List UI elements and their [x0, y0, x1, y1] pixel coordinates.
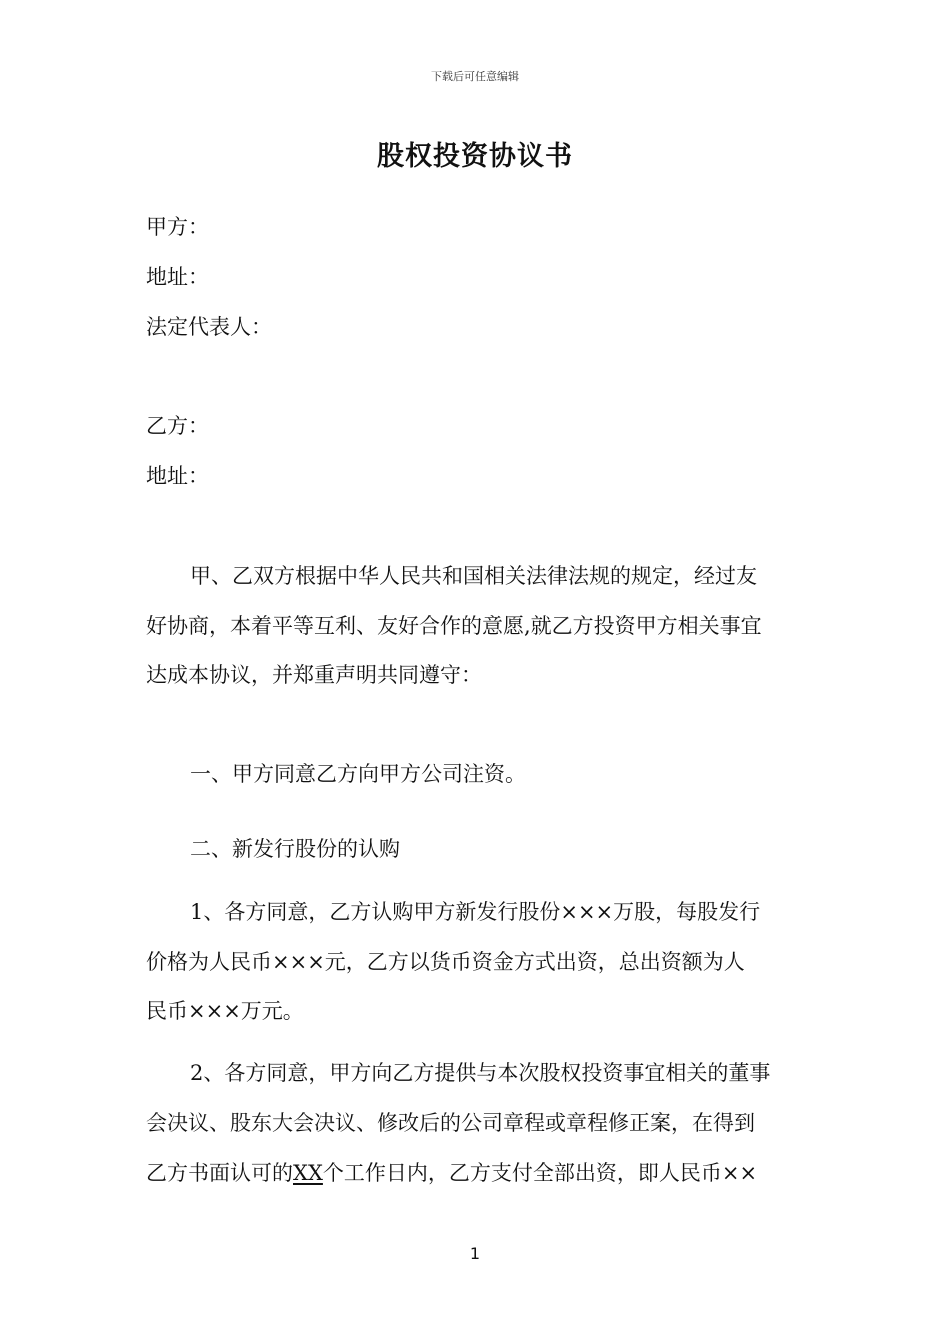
party-b-label: 乙方：: [146, 414, 209, 438]
party-a-address-label: 地址：: [146, 265, 209, 289]
party-a-label: 甲方：: [146, 215, 209, 239]
header-note: 下载后可任意编辑: [431, 70, 519, 83]
clause-2-text: 个工作日内，乙方支付全部出资，即人民币××: [322, 1161, 758, 1185]
page-number: 1: [469, 1244, 481, 1263]
clause-1-line: 民币×××万元。: [146, 999, 304, 1023]
clause-2-line: 2、各方同意，甲方向乙方提供与本次股权投资事宜相关的董事: [190, 1061, 771, 1085]
clause-2-line: [146, 1160, 757, 1186]
clause-2-text: 乙方书面认可的: [146, 1161, 293, 1185]
blank-field-underlined: XX: [293, 1161, 323, 1185]
party-a-legal-rep-label: 法定代表人：: [146, 315, 272, 339]
clause-1-line: 1、各方同意，乙方认购甲方新发行股份×××万股，每股发行: [190, 900, 761, 924]
preamble-line: 甲、乙双方根据中华人民共和国相关法律法规的规定，经过友: [190, 564, 757, 588]
preamble-line: 好协商，本着平等互利、友好合作的意愿,就乙方投资甲方相关事宜: [146, 614, 762, 638]
preamble-line: 达成本协议，并郑重声明共同遵守：: [146, 663, 482, 687]
clause-2-line: 会决议、股东大会决议、修改后的公司章程或章程修正案，在得到: [146, 1111, 755, 1135]
clause-1-line: 价格为人民币×××元，乙方以货币资金方式出资，总出资额为人: [146, 950, 745, 974]
section-one: 一、甲方同意乙方向甲方公司注资。: [190, 762, 526, 786]
document-title: 股权投资协议书: [377, 141, 573, 172]
party-b-address-label: 地址：: [146, 464, 209, 488]
section-two-heading: 二、新发行股份的认购: [190, 837, 400, 861]
